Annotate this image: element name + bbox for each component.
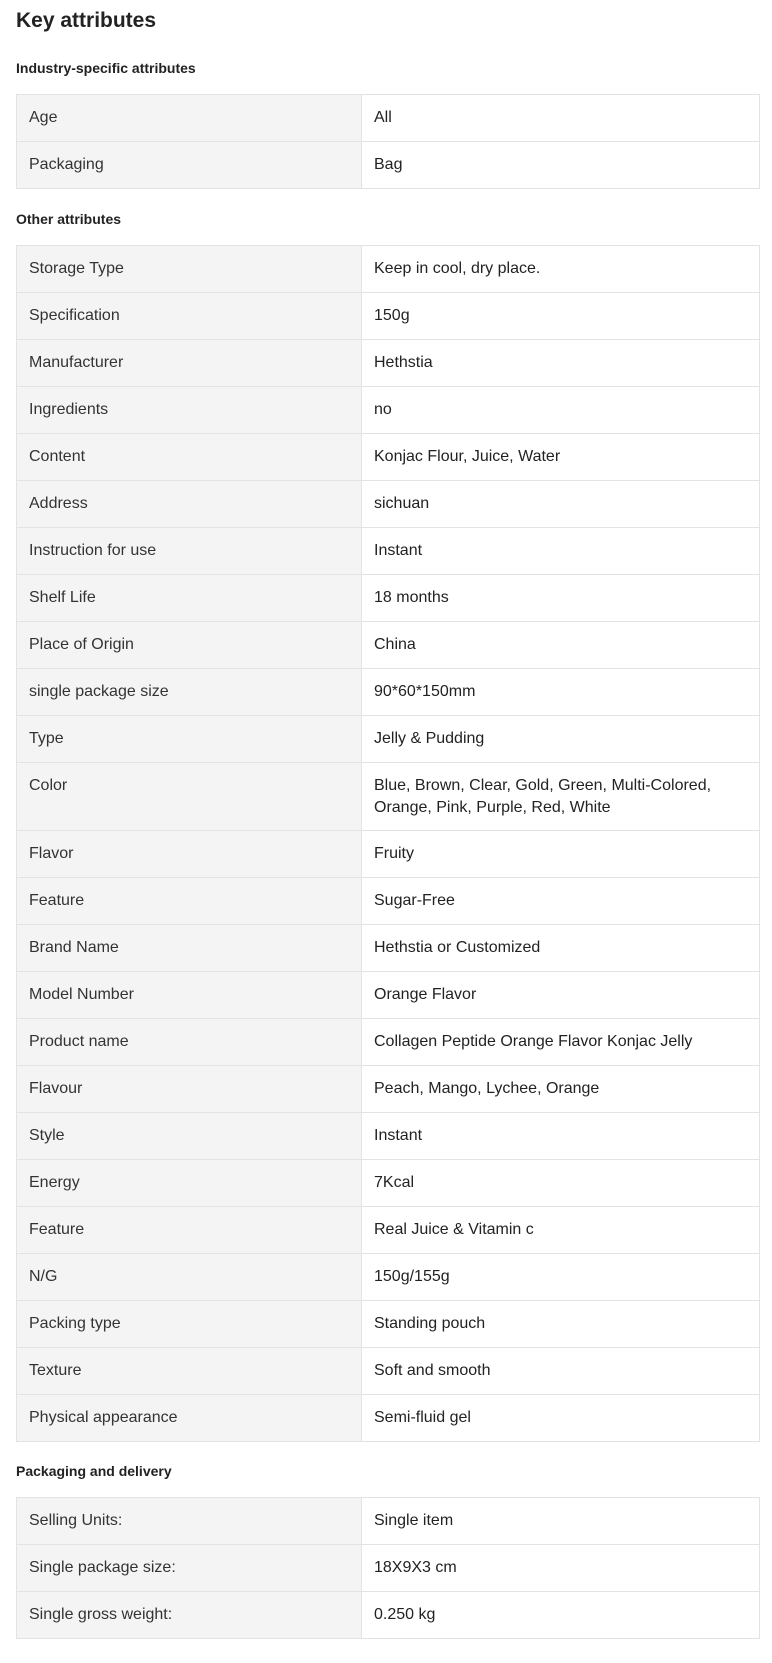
page-title: Key attributes	[16, 9, 157, 32]
attribute-value: 18X9X3 cm	[362, 1545, 760, 1592]
attribute-name: Manufacturer	[17, 340, 362, 387]
attribute-name: Model Number	[17, 972, 362, 1019]
attribute-name: Single package size:	[17, 1545, 362, 1592]
attribute-name: Style	[17, 1113, 362, 1160]
attribute-name: Packaging	[17, 142, 362, 189]
table-row	[17, 481, 760, 528]
attribute-value: Jelly & Pudding	[362, 716, 760, 763]
attribute-value: Konjac Flour, Juice, Water	[362, 434, 760, 481]
table-row	[17, 1592, 760, 1639]
section-title-other: Other attributes	[16, 211, 122, 227]
attribute-value: 150g	[362, 293, 760, 340]
attribute-value: no	[362, 387, 760, 434]
attribute-value: Sugar-Free	[362, 878, 760, 925]
table-row	[17, 293, 760, 340]
attribute-value: 0.250 kg	[362, 1592, 760, 1639]
attribute-name: Energy	[17, 1160, 362, 1207]
attribute-name: single package size	[17, 669, 362, 716]
attribute-name: Specification	[17, 293, 362, 340]
attribute-value: Fruity	[362, 831, 760, 878]
table-row	[17, 716, 760, 763]
attribute-value: 7Kcal	[362, 1160, 760, 1207]
attribute-name: Place of Origin	[17, 622, 362, 669]
table-row	[17, 1066, 760, 1113]
table-row	[17, 1207, 760, 1254]
table-row	[17, 1160, 760, 1207]
attribute-name: Texture	[17, 1348, 362, 1395]
attribute-value: Peach, Mango, Lychee, Orange	[362, 1066, 760, 1113]
table-row	[17, 1348, 760, 1395]
table-row	[17, 1498, 760, 1545]
table-row	[17, 1254, 760, 1301]
attribute-value: China	[362, 622, 760, 669]
attribute-name: Feature	[17, 1207, 362, 1254]
attribute-name: Selling Units:	[17, 1498, 362, 1545]
table-row	[17, 95, 760, 142]
other-attributes-table	[16, 245, 760, 1442]
attribute-name: Product name	[17, 1019, 362, 1066]
attribute-name: Age	[17, 95, 362, 142]
table-row	[17, 1545, 760, 1592]
attribute-name: Physical appearance	[17, 1395, 362, 1442]
attribute-name: Flavour	[17, 1066, 362, 1113]
table-row	[17, 925, 760, 972]
attribute-value: Single item	[362, 1498, 760, 1545]
attribute-value: Collagen Peptide Orange Flavor Konjac Jelly	[362, 1019, 760, 1066]
section-title-packaging: Packaging and delivery	[16, 1463, 172, 1479]
attribute-name: Content	[17, 434, 362, 481]
attribute-value: Orange Flavor	[362, 972, 760, 1019]
table-row	[17, 1395, 760, 1442]
attribute-value: Instant	[362, 1113, 760, 1160]
table-row	[17, 575, 760, 622]
table-row	[17, 340, 760, 387]
attribute-value: Soft and smooth	[362, 1348, 760, 1395]
attribute-name: Color	[17, 763, 362, 831]
attribute-name: Packing type	[17, 1301, 362, 1348]
attribute-value: Keep in cool, dry place.	[362, 246, 760, 293]
attribute-value: Standing pouch	[362, 1301, 760, 1348]
table-row	[17, 387, 760, 434]
table-row	[17, 1019, 760, 1066]
table-row	[17, 622, 760, 669]
section-title-industry: Industry-specific attributes	[16, 60, 196, 76]
attribute-name: Flavor	[17, 831, 362, 878]
attribute-name: N/G	[17, 1254, 362, 1301]
attribute-value: All	[362, 95, 760, 142]
attribute-name: Type	[17, 716, 362, 763]
attribute-value: Semi-fluid gel	[362, 1395, 760, 1442]
attribute-value: 90*60*150mm	[362, 669, 760, 716]
attribute-value: Instant	[362, 528, 760, 575]
table-row	[17, 831, 760, 878]
attribute-value: Bag	[362, 142, 760, 189]
attribute-name: Shelf Life	[17, 575, 362, 622]
table-row	[17, 142, 760, 189]
attribute-name: Brand Name	[17, 925, 362, 972]
table-body	[17, 246, 760, 1442]
attribute-value: sichuan	[362, 481, 760, 528]
table-row	[17, 434, 760, 481]
attribute-name: Feature	[17, 878, 362, 925]
table-row	[17, 1301, 760, 1348]
packaging-delivery-table	[16, 1497, 760, 1639]
industry-attributes-table	[16, 94, 760, 189]
attribute-name: Storage Type	[17, 246, 362, 293]
table-row	[17, 246, 760, 293]
table-row	[17, 763, 760, 831]
attribute-name: Address	[17, 481, 362, 528]
table-row	[17, 878, 760, 925]
table-body	[17, 1498, 760, 1639]
attribute-name: Instruction for use	[17, 528, 362, 575]
attribute-value: Hethstia	[362, 340, 760, 387]
table-row	[17, 669, 760, 716]
table-row	[17, 1113, 760, 1160]
attribute-name: Ingredients	[17, 387, 362, 434]
attribute-name: Single gross weight:	[17, 1592, 362, 1639]
attribute-value: 18 months	[362, 575, 760, 622]
table-row	[17, 972, 760, 1019]
attribute-value: Blue, Brown, Clear, Gold, Green, Multi-Colored, Orange, Pink, Purple, Red, White	[362, 763, 760, 831]
attribute-value: Hethstia or Customized	[362, 925, 760, 972]
table-body	[17, 95, 760, 189]
attribute-value: 150g/155g	[362, 1254, 760, 1301]
table-row	[17, 528, 760, 575]
attribute-value: Real Juice & Vitamin c	[362, 1207, 760, 1254]
